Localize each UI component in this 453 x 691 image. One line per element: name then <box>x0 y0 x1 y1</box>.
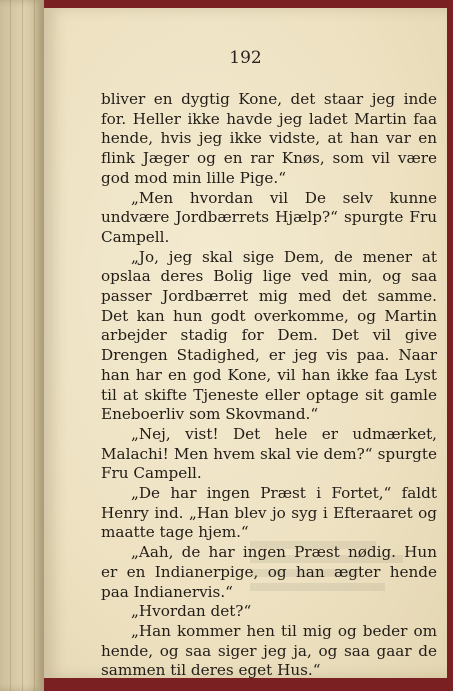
paragraph: „Hvordan det?“ <box>131 602 252 621</box>
book-spine <box>0 0 44 691</box>
paragraph: bliver en dygtig Kone, det staar jeg inde for. Heller ikke havde jeg ladet Martin faa hende, hvis jeg ikke vidste, at han var en flink Jæger og en rar Knøs, som vil være god mod min lille Pige.“ <box>101 90 437 187</box>
spine-line <box>34 0 35 691</box>
paragraph: „Men hvordan vil De selv kunne undvære Jordbærrets Hjælp?“ spurgte Fru Campell. <box>101 188 437 246</box>
paragraph: „Nej, vist! Det hele er udmærket, Malachi! Men hvem skal vie dem?“ spurgte Fru Campell. <box>101 424 437 483</box>
body-text <box>101 90 437 681</box>
paragraph: „Jo, jeg skal sige Dem, de mener at opslaa deres Bolig lige ved min, og saa passer Jordbærret mig med det samme. Det kan hun godt overkomme, og Martin arbejder stadig for Dem. Det vil give Drengen Stadighed, er jeg vis paa. Naar han har en god Kone, vil han ikke faa Lyst til at skifte Tjeneste eller optage sit gamle Eneboerliv som Skovmand.“ <box>101 247 437 424</box>
spine-line <box>22 0 23 691</box>
paragraph: „Aah, de har ingen Præst nødig. Hun er en Indianerpige, og han ægter hende paa Indianervis.“ <box>101 543 437 601</box>
page-number: 192 <box>229 48 262 68</box>
paragraph: „De har ingen Præst i Fortet,“ faldt Henry ind. „Han blev jo syg i Efteraaret og maatte tage hjem.“ <box>101 484 437 542</box>
paragraph: „Han kommer hen til mig og beder om hende, og saa siger jeg ja, og saa gaar de sammen til deres eget Hus.“ <box>101 621 437 680</box>
cover-edge <box>447 8 453 678</box>
spine-line <box>10 0 11 691</box>
